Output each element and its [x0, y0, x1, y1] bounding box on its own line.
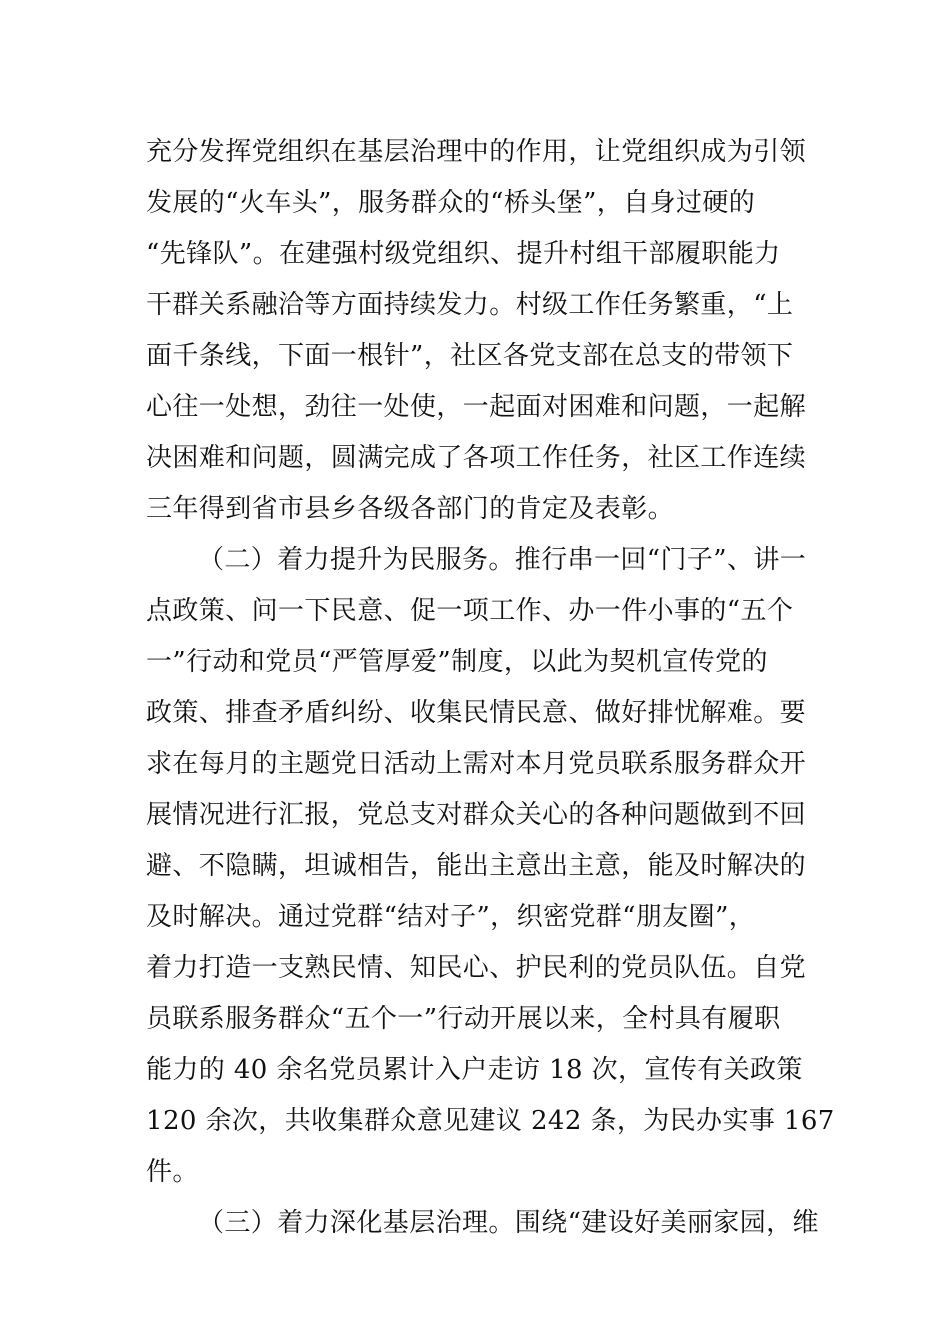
text-line: 能力的 40 余名党员累计入户走访 18 次，宣传有关政策 [146, 1055, 803, 1085]
text-line: 及时解决。通过党群“结对子”，织密党群“朋友圈”， [146, 902, 756, 932]
paragraph-heading-line: （三）着力深化基层治理。围绕“建设好美丽家园，维 [198, 1208, 819, 1238]
text-line: 120 余次，共收集群众意见建议 242 条，为民办实事 167 [146, 1106, 835, 1136]
text-line: 面千条线，下面一根针”，社区各党支部在总支的带领下 [146, 341, 794, 371]
paragraph-heading-line: （二）着力提升为民服务。推行串一回“门子”、讲一 [198, 545, 807, 575]
text-line: 干群关系融洽等方面持续发力。村级工作任务繁重，“上 [146, 290, 794, 320]
text-line: 展情况进行汇报，党总支对群众关心的各种问题做到不回 [146, 800, 807, 830]
text-line: 决困难和问题，圆满完成了各项工作任务，社区工作连续 [146, 443, 807, 473]
text-line: 着力打造一支熟民情、知民心、护民利的党员队伍。自党 [146, 953, 807, 983]
body-text [146, 127, 835, 1249]
text-line: 充分发挥党组织在基层治理中的作用，让党组织成为引领 [146, 137, 807, 167]
text-line: 三年得到省市县乡各级各部门的肯定及表彰。 [146, 494, 675, 524]
text-line: “先锋队”。在建强村级党组织、提升村组干部履职能力 [146, 239, 781, 269]
text-line: 政策、排查矛盾纠纷、收集民情民意、做好排忧解难。要 [146, 698, 807, 728]
text-line: 点政策、问一下民意、促一项工作、办一件小事的“五个 [146, 596, 794, 626]
text-line: 求在每月的主题党日活动上需对本月党员联系服务群众开 [146, 749, 807, 779]
text-line: 心往一处想，劲往一处使，一起面对困难和问题，一起解 [146, 392, 807, 422]
text-line: 员联系服务群众“五个一”行动开展以来，全村具有履职 [146, 1004, 781, 1034]
text-line: 一”行动和党员“严管厚爱”制度，以此为契机宣传党的 [146, 647, 768, 677]
text-line: 件。 [146, 1157, 199, 1187]
text-line: 发展的“火车头”，服务群众的“桥头堡”，自身过硬的 [146, 188, 756, 218]
text-line: 避、不隐瞒，坦诚相告，能出主意出主意，能及时解决的 [146, 851, 807, 881]
